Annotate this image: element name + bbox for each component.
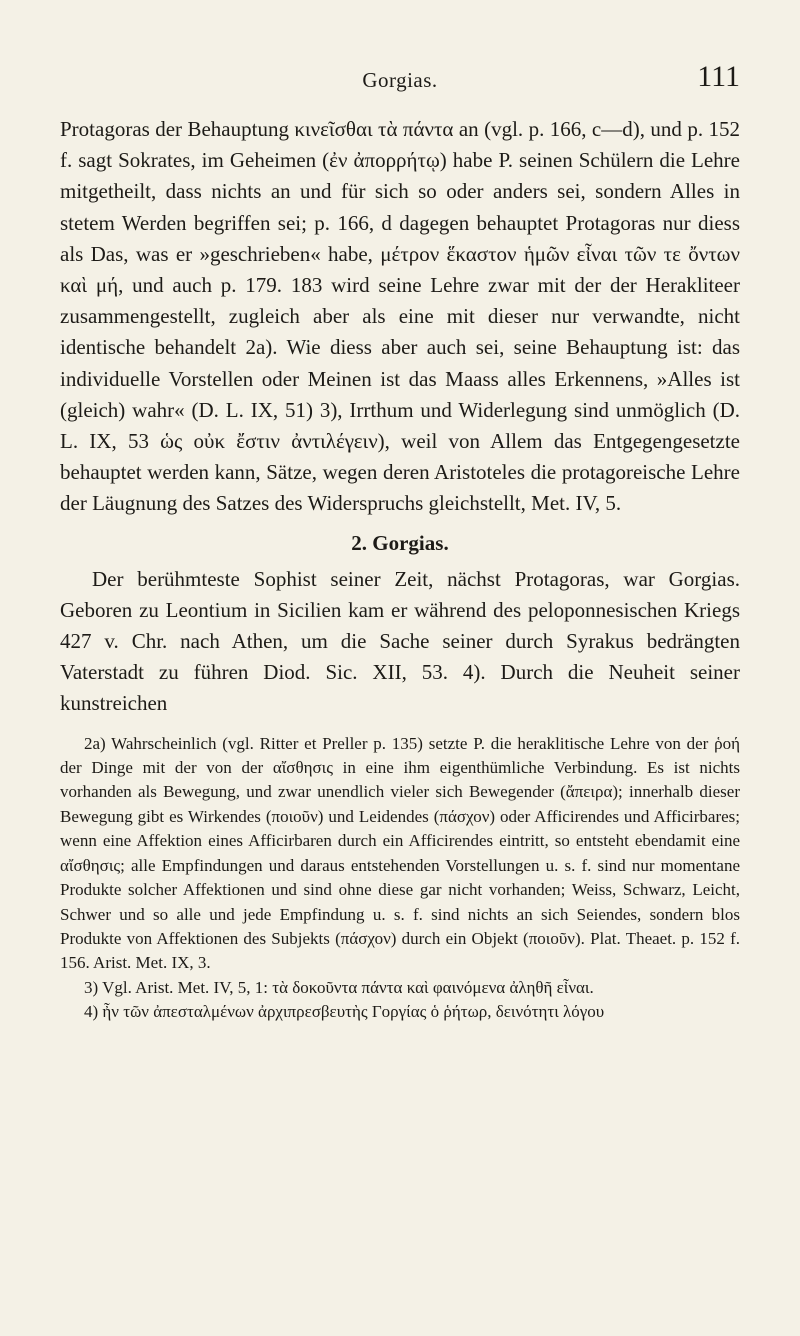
- footnote-4: 4) ἦν τῶν ἀπεσταλμένων ἀρχιπρεσβευτὴς Γοργίας ὁ ῥήτωρ, δεινότητι λόγου: [84, 1002, 605, 1022]
- page-header: [60, 60, 740, 104]
- footnote-separator: [60, 720, 740, 732]
- section-heading: 2. Gorgias.: [351, 530, 449, 555]
- footnote-2a: 2a) Wahrscheinlich (vgl. Ritter et Preller p. 135) setzte P. die heraklitische Lehre von der ῥοή der Dinge mit der von der αἴσθησις in eine ihm eigenthümliche Verbindung. Es ist nichts vorhanden als Bewegung, und zwar unendlich vieler sich Bewegender (ἄπειρα); innerhalb dieser Bewegung gibt es Wirkendes (ποιοῦν) und Leidendes (πάσχον) oder Afficirendes und Afficirbares; wenn eine Affektion eines Afficirbaren durch ein Afficirendes eintritt, so entsteht ebendamit eine αἴσθησις; alle Empfindungen und daraus entstehenden Vorstellungen u. s. f. sind nur momentane Produkte solcher Affektionen und sind ohne diese gar nicht vorhanden; Weiss, Schwarz, Leicht, Schwer und so alle und jede Empfindung u. s. f. sind nichts an sich Seiendes, sondern blos Produkte von Affektionen des Subjekts (πάσχον) durch ein Objekt (ποιοῦν). Plat. Theaet. p. 152 f. 156. Arist. Met. IX, 3.: [60, 733, 740, 973]
- running-head: Gorgias.: [362, 68, 438, 92]
- paragraph-protagoras-continued: Protagoras der Behauptung κινεῖσθαι τὰ πάντα an (vgl. p. 166, c—d), und p. 152 f. sagt Sokrates, im Geheimen (ἐν ἀπορρήτῳ) habe P. seinen Schülern die Lehre mitgetheilt, dass nichts an und für sich so oder anders sei, sondern Alles in stetem Werden begriffen sei; p. 166, d dagegen behauptet Protagoras nur diess als Das, was er »geschrieben« habe, μέτρον ἕκαστον ἡμῶν εἶναι τῶν τε ὄντων καὶ μή, und auch p. 179. 183 wird seine Lehre zwar mit der der Herakliteer zusammengestellt, zugleich aber als eine mit dieser nur verwandte, nicht identische behandelt 2a). Wie diess aber auch sei, seine Behauptung ist: das individuelle Vorstellen oder Meinen ist das Maass alles Erkennens, »Alles ist (gleich) wahr« (D. L. IX, 51) 3), Irrthum und Widerlegung sind unmöglich (D. L. IX, 53 ὡς οὐκ ἔστιν ἀντιλέγειν), weil von Allem das Entgegengesetzte behauptet werden kann, Sätze, wegen deren Aristoteles die protagoreische Lehre der Läugnung des Satzes des Widerspruchs gleichstellt, Met. IV, 5.: [60, 117, 740, 516]
- main-text: [60, 114, 740, 1025]
- paragraph-gorgias: Der berühmteste Sophist seiner Zeit, nächst Protagoras, war Gorgias. Geboren zu Leontium in Sicilien kam er während des peloponnesischen Kriegs 427 v. Chr. nach Athen, um die Sache seiner durch Syrakus bedrängten Vaterstadt zu führen Diod. Sic. XII, 53. 4). Durch die Neuheit seiner kunstreichen: [60, 566, 740, 716]
- page-number: 111: [697, 60, 740, 93]
- footnote-3: 3) Vgl. Arist. Met. IV, 5, 1: τὰ δοκοῦντα πάντα καὶ φαινόμενα ἀληθῆ εἶναι.: [84, 977, 594, 997]
- footnotes: [60, 732, 740, 1025]
